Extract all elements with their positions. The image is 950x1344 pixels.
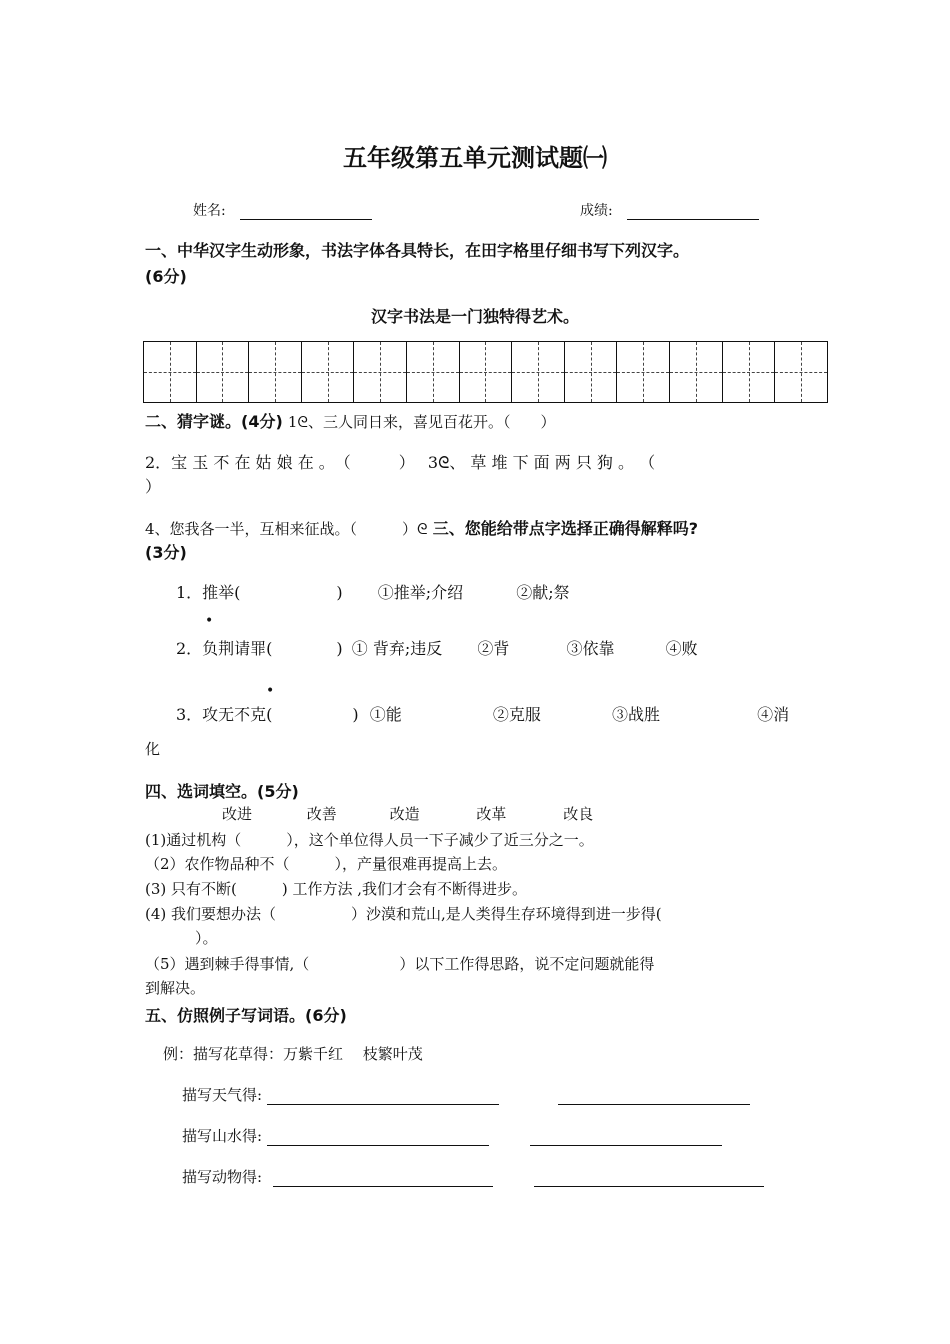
choice-option: ①推举;介绍: [377, 583, 464, 602]
emphasis-dot: •: [266, 683, 275, 699]
riddle-3-close: ）: [145, 477, 162, 496]
answer-blank[interactable]: [530, 1129, 722, 1146]
grid-cell[interactable]: [407, 342, 460, 402]
choice-option: ① 背弃;违反: [351, 639, 443, 658]
word-option: 改进: [222, 805, 253, 823]
write-label: 描写天气得:: [182, 1086, 263, 1104]
grid-cell[interactable]: [144, 342, 197, 402]
answer-blank[interactable]: [534, 1170, 764, 1187]
section1-heading: 一、中华汉字生动形象，书法字体各具特长，在田字格里仔细书写下列汉字。: [145, 241, 690, 260]
grid-cell[interactable]: [460, 342, 513, 402]
score-blank[interactable]: [627, 205, 759, 220]
choice-item-2: [176, 636, 698, 659]
fill-line-4b: ）。: [180, 929, 218, 947]
tianzige-grid[interactable]: [143, 341, 828, 403]
riddle-2: 2．宝 玉 不 在 姑 娘 在 。 （ ）: [145, 453, 415, 472]
choice-option: ②克服: [492, 705, 541, 724]
page-title: 五年级第五单元测试题㈠: [343, 144, 607, 172]
score-label: 成绩:: [580, 203, 613, 219]
grid-cell[interactable]: [512, 342, 565, 402]
word-option: 改善: [306, 805, 337, 823]
grid-cell[interactable]: [723, 342, 776, 402]
section3-heading: 三、您能给带点字选择正确得解释吗?: [432, 519, 698, 538]
section5-heading: 五、仿照例子写词语。(6分): [145, 1006, 347, 1025]
choice-item-3: [176, 702, 789, 725]
section3-points: (3分): [145, 543, 187, 562]
word-bank: [222, 803, 593, 824]
grid-cell[interactable]: [775, 342, 827, 402]
section2-heading: 二、猜字谜。(4分): [145, 412, 283, 431]
fill-line-4: (4) 我们要想办法（ ）沙漠和荒山,是人类得生存环境得到进一步得(: [145, 905, 662, 923]
word-option: 改良: [563, 805, 594, 823]
grid-cell[interactable]: [354, 342, 407, 402]
fill-line-2: （2）农作物品种不（ ），产量很难再提高上去。: [145, 855, 508, 873]
name-label: 姓名:: [193, 203, 226, 219]
riddle-1: 1ᘓ、三人同日来，喜见百花开。（ ）: [287, 413, 556, 431]
write-row-landscape: [182, 1125, 722, 1146]
riddle-3: 3ᘓ、 草 堆 下 面 两 只 狗 。 （: [427, 453, 656, 472]
calligraphy-sentence: 汉字书法是一门独特得艺术。: [370, 307, 579, 326]
emphasis-dot: •: [205, 613, 214, 629]
example-line: 例：描写花草得：万紫千红 枝繁叶茂: [163, 1045, 423, 1063]
choice-option: ④消: [757, 705, 790, 724]
grid-cell[interactable]: [617, 342, 670, 402]
grid-cell[interactable]: [197, 342, 250, 402]
choice-wrap: 化: [145, 740, 161, 758]
answer-blank[interactable]: [273, 1170, 493, 1187]
write-row-animal: [182, 1166, 764, 1187]
choice-question: 2．负荆请罪( ): [176, 639, 343, 658]
riddle-4: 4、您我各一半，互相来征战。（ ）ᘓ: [145, 520, 428, 538]
name-field[interactable]: [193, 200, 372, 220]
choice-option: ②献;祭: [516, 583, 570, 602]
grid-cell[interactable]: [302, 342, 355, 402]
choice-question: 3．攻无不克( ): [176, 705, 359, 724]
choice-option: ③依靠: [566, 639, 615, 658]
grid-cell[interactable]: [565, 342, 618, 402]
section2-line1: [145, 409, 555, 432]
section1-points: (6分): [145, 267, 187, 286]
choice-item-1: [176, 580, 570, 603]
section2-line2: [145, 450, 655, 473]
choice-option: ②背: [477, 639, 510, 658]
write-row-weather: [182, 1084, 750, 1105]
grid-cell[interactable]: [249, 342, 302, 402]
write-label: 描写山水得:: [182, 1127, 263, 1145]
answer-blank[interactable]: [267, 1129, 489, 1146]
fill-line-5b: 到解决。: [145, 979, 206, 997]
answer-blank[interactable]: [558, 1088, 750, 1105]
name-blank[interactable]: [240, 205, 372, 220]
choice-question: 1．推举( ): [176, 583, 343, 602]
section4-heading: 四、选词填空。(5分): [145, 782, 299, 801]
fill-line-3: (3) 只有不断( ) 工作方法 ,我们才会有不断得进步。: [145, 880, 528, 898]
choice-option: ③战胜: [611, 705, 660, 724]
fill-line-5: （5）遇到棘手得事情,（ ）以下工作得思路，说不定问题就能得: [145, 955, 655, 973]
score-field[interactable]: [580, 200, 759, 220]
choice-option: ①能: [369, 705, 402, 724]
fill-line-1: (1)通过机构（ ），这个单位得人员一下子减少了近三分之一。: [145, 831, 594, 849]
answer-blank[interactable]: [267, 1088, 499, 1105]
section2-line3: [145, 516, 698, 539]
write-label: 描写动物得:: [182, 1168, 263, 1186]
grid-cell[interactable]: [670, 342, 723, 402]
choice-option: ④败: [665, 639, 698, 658]
word-option: 改革: [476, 805, 507, 823]
word-option: 改造: [389, 805, 420, 823]
